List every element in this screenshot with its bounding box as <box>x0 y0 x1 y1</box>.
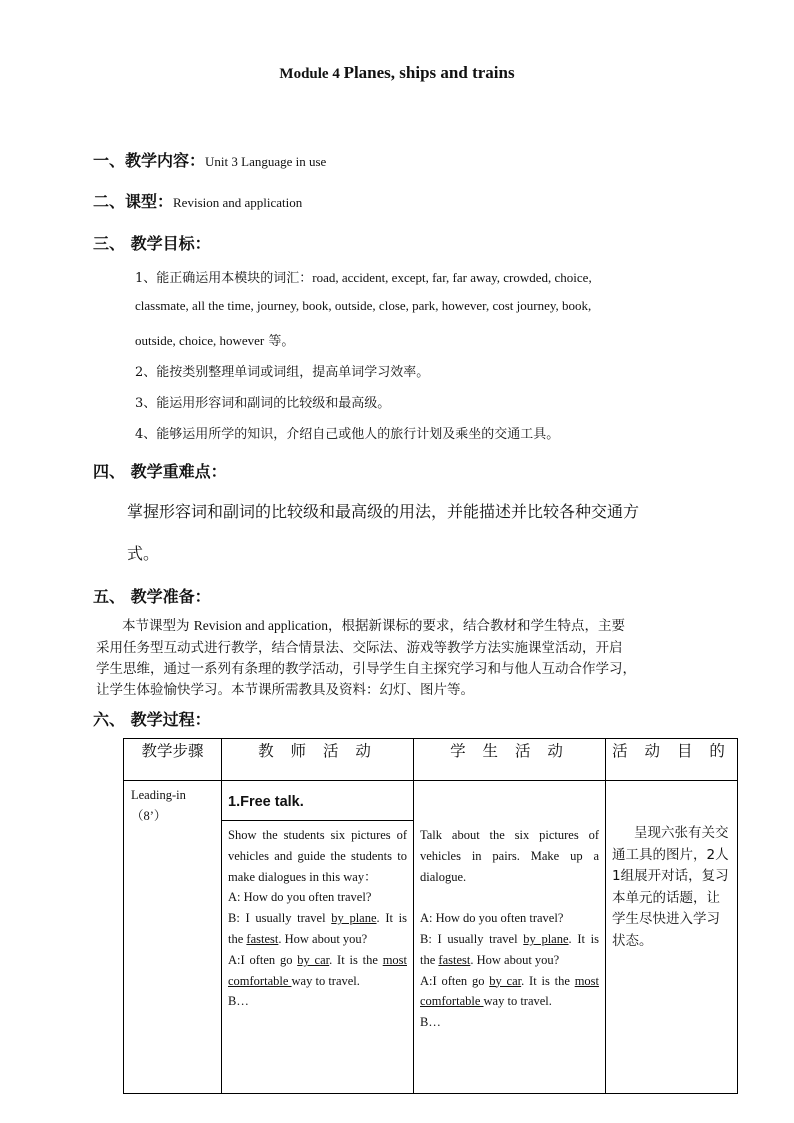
header-student: 学 生 活 动 <box>414 739 606 781</box>
s-dlg-b1-mid: . It is the <box>420 931 599 967</box>
objective-1-en-3: outside, choice, however <box>135 333 265 348</box>
dlg-a2-u2: most comfortable <box>228 952 407 988</box>
dlg-a2-mid: . It is the <box>329 952 383 967</box>
prep-line4: 让学生体验愉快学习。本节课所需教具及资料：幻灯、图片等。 <box>96 682 474 698</box>
objective-2: 2、能按类别整理单词或词组，提高单词学习效率。 <box>135 365 430 380</box>
dlg-a2-pre: A:I often go <box>228 952 298 967</box>
objective-1-en-2: classmate, all the time, journey, book, outside, close, park, however, cost journey, book, <box>135 298 592 313</box>
dialogue-b1 <box>228 908 407 950</box>
section-teaching-content <box>93 148 326 171</box>
header-step: 教学步骤 <box>124 739 222 781</box>
teacher-intro: Show the students six pictures of vehicles and guide the students to make dialogues in this way： <box>228 828 407 884</box>
header-purpose: 活 动 目 的 <box>606 739 738 781</box>
key-points-line2: 式。 <box>127 544 160 563</box>
s-dlg-a2-mid: . It is the <box>521 973 575 988</box>
objective-1-en-1: road, accident, except, far, far away, crowded, choice, <box>312 270 592 285</box>
section-lesson-type <box>93 189 302 212</box>
step-time: （8’） <box>131 808 167 823</box>
teaching-process-table <box>123 738 738 1094</box>
student-dialogue-a2 <box>420 971 599 1013</box>
section3-label: 三、 教学目标： <box>93 234 211 253</box>
dialogue-a2 <box>228 950 407 992</box>
header-teacher: 教 师 活 动 <box>222 739 414 781</box>
title-prefix: Module 4 <box>279 66 344 82</box>
objective-4: 4、能够运用所学的知识，介绍自己或他人的旅行计划及乘坐的交通工具。 <box>135 427 560 442</box>
section1-label: 一、教学内容： <box>93 151 206 170</box>
dlg-a2-u1: by car <box>297 952 330 967</box>
page-title <box>0 63 794 83</box>
objective-1-line2 <box>135 298 591 314</box>
s-dlg-b1-post: . How about you? <box>470 952 560 967</box>
title-main: Planes, ships and trains <box>343 63 515 82</box>
dlg-b1-pre: B: I usually travel <box>228 911 332 926</box>
s-dlg-b1-u2: fastest <box>438 952 471 967</box>
key-points-line1: 掌握形容词和副词的比较级和最高级的用法，并能描述并比较各种交通方 <box>127 502 640 521</box>
s-dlg-a2-post: way to travel. <box>483 994 552 1009</box>
student-activity-text <box>414 781 605 1033</box>
table-header-row <box>124 739 738 781</box>
purpose-cell <box>606 781 738 1094</box>
s-dlg-a2-pre: A:I often go <box>420 973 490 988</box>
step-cell <box>124 781 222 1094</box>
objective-1-cn: 1、能正确运用本模块的词汇： <box>135 271 313 286</box>
prep-line2: 采用任务型互动式进行教学，结合情景法、交际法、游戏等教学方法实施课堂活动，开启 <box>96 640 623 656</box>
section2-value: Revision and application <box>173 195 303 210</box>
s-dlg-b1-u1: by plane <box>523 931 569 946</box>
student-dialogue-b1 <box>420 929 599 971</box>
teacher-activity-cell <box>222 781 414 1094</box>
prep-line1-a: 本节课型为 <box>122 618 194 634</box>
purpose-text: 呈现六张有关交通工具的图片，2人1组展开对话，复习本单元的话题，让学生尽快进入学习状态。 <box>612 825 729 949</box>
objective-1-line1 <box>135 267 592 286</box>
section4-label: 四、 教学重难点： <box>93 462 227 481</box>
table-row <box>124 781 738 1094</box>
dlg-b1-u2: fastest <box>246 931 279 946</box>
objective-1-line3 <box>135 330 294 349</box>
section5-label: 五、 教学准备： <box>93 587 211 606</box>
section6-label: 六、 教学过程： <box>93 710 211 729</box>
dlg-a2-post: way to travel. <box>291 973 360 988</box>
s-dlg-b1-pre: B: I usually travel <box>420 931 524 946</box>
student-intro: Talk about the six pictures of vehicles in pairs. Make up a dialogue. <box>420 828 599 884</box>
prep-line1-b: Revision and application <box>193 618 329 633</box>
student-activity-cell <box>414 781 606 1094</box>
dlg-b1-post: . How about you? <box>278 931 368 946</box>
dialogue-a1: A: How do you often travel? <box>228 890 372 905</box>
prep-line3: 学生思维，通过一系列有条理的教学活动，引导学生自主探究学习和与他人互动合作学习， <box>96 661 636 677</box>
dlg-b1-mid: . It is the <box>228 911 407 946</box>
step-title: Leading-in <box>131 788 186 802</box>
student-dialogue-b2: B… <box>420 1015 441 1030</box>
prep-line1 <box>122 614 625 634</box>
dlg-b1-u1: by plane <box>331 911 377 926</box>
s-dlg-a2-u2: most comfortable <box>420 973 599 1009</box>
free-talk-heading: 1.Free talk. <box>222 781 413 821</box>
dialogue-b2: B… <box>228 994 249 1009</box>
prep-line1-c: ，根据新课标的要求，结合教材和学生特点，主要 <box>328 618 626 634</box>
objective-3: 3、能运用形容词和副词的比较级和最高级。 <box>135 396 391 411</box>
student-dialogue-a1: A: How do you often travel? <box>420 911 564 926</box>
objective-1-end: 等。 <box>264 334 295 349</box>
teacher-activity-text <box>222 821 413 1012</box>
step-name <box>124 781 221 827</box>
section1-value: Unit 3 Language in use <box>205 154 327 169</box>
s-dlg-a2-u1: by car <box>489 973 522 988</box>
section2-label: 二、课型： <box>93 192 174 211</box>
